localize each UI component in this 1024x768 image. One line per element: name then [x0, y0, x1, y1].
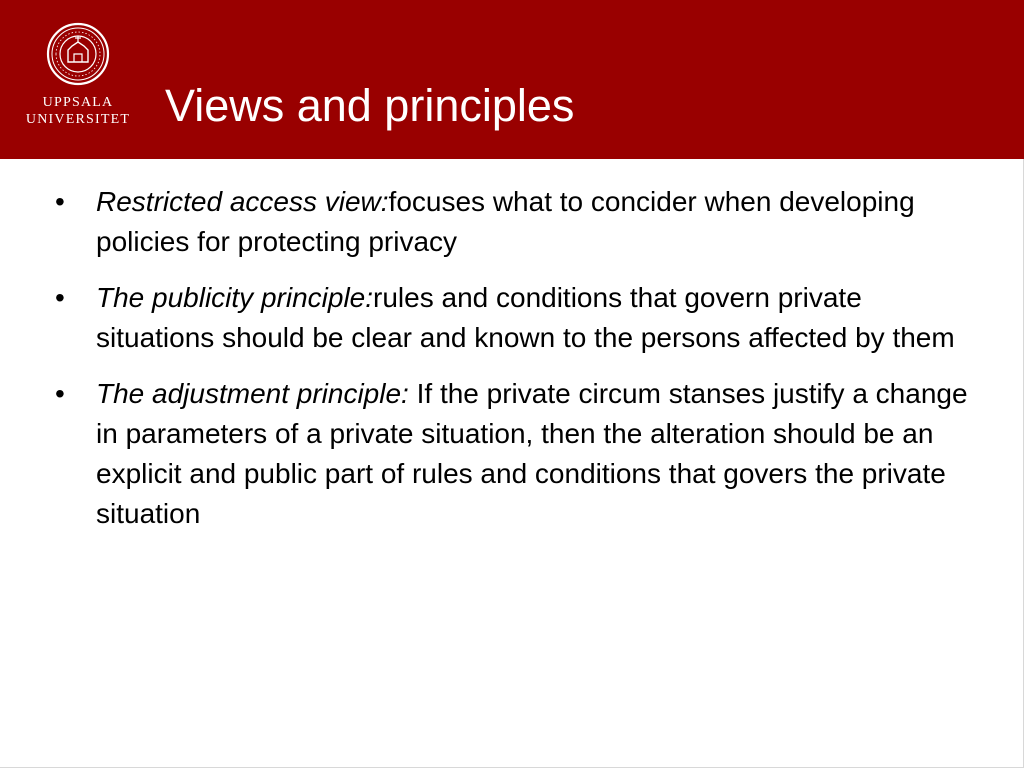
university-logo — [18, 22, 138, 128]
logo-text-universitet: UNIVERSITET — [25, 112, 131, 127]
logo-text-uppsala: UPPSALA — [42, 95, 114, 110]
bullet-text: focuses what to concider when developing policies for protecting privacy — [96, 186, 915, 257]
slide-title: Views and principles — [165, 80, 575, 131]
bullet-item-adjustment-principle — [55, 374, 975, 534]
bullet-term: The adjustment principle: — [96, 378, 409, 409]
bullet-item-publicity-principle — [55, 278, 975, 358]
bullet-term: Restricted access view: — [96, 186, 389, 217]
bullet-text: rules and conditions that govern private situations should be clear and known to the persons affected by them — [96, 282, 955, 353]
header-band — [0, 0, 1024, 159]
bullet-marker: • — [55, 282, 65, 313]
bullet-list — [55, 182, 975, 550]
university-seal-icon — [46, 22, 110, 86]
bullet-marker: • — [55, 378, 65, 409]
bullet-text: If the private circum stanses justify a change in parameters of a private situation, then the alteration should be an explicit and public part of rules and conditions that govers the private situation — [96, 378, 968, 529]
bullet-term: The publicity principle: — [96, 282, 374, 313]
bullet-marker: • — [55, 186, 65, 217]
bullet-item-restricted-access-view — [55, 182, 975, 262]
